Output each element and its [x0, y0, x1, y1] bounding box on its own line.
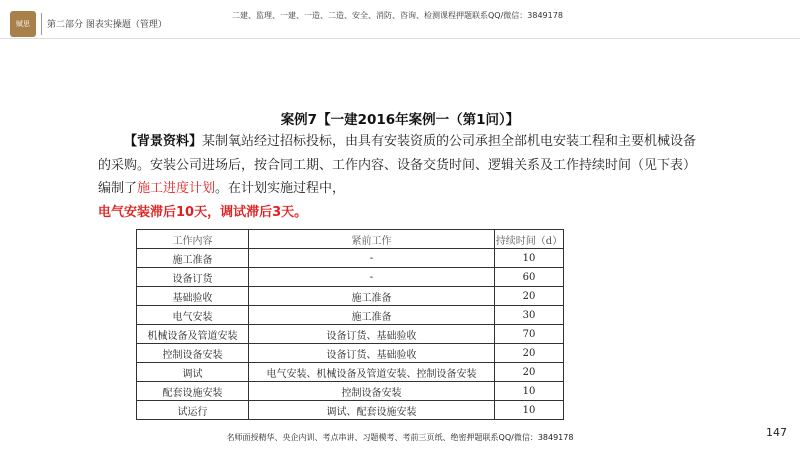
cell-duration: 20 [495, 344, 564, 363]
cell-duration: 70 [495, 325, 564, 344]
section-title: 第二部分 图表实操题（管理） [47, 20, 167, 30]
cell-predecessor: - [249, 249, 495, 268]
cell-predecessor: 设备订货、基础验收 [249, 344, 495, 363]
highlight-delay: 电气安装滞后10天，调试滞后3天。 [98, 204, 308, 220]
work-schedule-table [136, 229, 564, 420]
cell-predecessor: 电气安装、机械设备及管道安装、控制设备安装 [249, 363, 495, 382]
header-work-content: 工作内容 [137, 230, 249, 249]
cell-work: 电气安装 [137, 306, 249, 325]
page-number: 147 [766, 426, 787, 439]
header-rule [0, 38, 800, 39]
cell-predecessor: 施工准备 [249, 287, 495, 306]
cell-predecessor: 设备订货、基础验收 [249, 325, 495, 344]
cell-work: 配套设施安装 [137, 382, 249, 401]
header-divider [41, 13, 42, 35]
cell-work: 控制设备安装 [137, 344, 249, 363]
table-row [137, 287, 564, 306]
header-contact: 二建、监理、一建、一造、二造、安全、消防、咨询、检测课程押题联系QQ/微信：3849178 [232, 11, 563, 20]
table-row [137, 382, 564, 401]
header-bar [0, 0, 800, 38]
background-paragraph [98, 130, 698, 224]
background-text-2: 。在计划实施过程中， [215, 181, 346, 196]
background-label: 【背景资料】 [124, 134, 203, 149]
cell-work: 试运行 [137, 401, 249, 420]
highlight-schedule: 施工进度计划 [137, 181, 216, 196]
header-duration: 持续时间（d） [495, 230, 564, 249]
background-text-1: 某制氧站经过招标投标，由具有安装资质的公司承担全部机电安装工程和主要机械设备的采购。安装公司进场后，按合同工期、工作内容、设备交货时间、逻辑关系及工作持续时间（见下表）编制了 [98, 134, 697, 196]
cell-duration: 30 [495, 306, 564, 325]
cell-work: 设备订货 [137, 268, 249, 287]
table-row [137, 268, 564, 287]
table-row [137, 363, 564, 382]
table-row [137, 401, 564, 420]
cell-predecessor: 调试、配套设施安装 [249, 401, 495, 420]
header-predecessor: 紧前工作 [249, 230, 495, 249]
table-row [137, 344, 564, 363]
cell-duration: 10 [495, 382, 564, 401]
cell-work: 施工准备 [137, 249, 249, 268]
cell-predecessor: 施工准备 [249, 306, 495, 325]
table-row [137, 325, 564, 344]
logo: 赋思 [10, 11, 36, 37]
cell-work: 基础验收 [137, 287, 249, 306]
table-row [137, 306, 564, 325]
cell-work: 机械设备及管道安装 [137, 325, 249, 344]
cell-duration: 10 [495, 401, 564, 420]
cell-predecessor: - [249, 268, 495, 287]
cell-work: 调试 [137, 363, 249, 382]
table-header-row [137, 230, 564, 249]
cell-duration: 20 [495, 287, 564, 306]
cell-predecessor: 控制设备安装 [249, 382, 495, 401]
case-title: 案例7【一建2016年案例一（第1问）】 [280, 112, 520, 128]
cell-duration: 10 [495, 249, 564, 268]
table-row [137, 249, 564, 268]
cell-duration: 60 [495, 268, 564, 287]
cell-duration: 20 [495, 363, 564, 382]
footer-contact: 名师面授精华、央企内训、考点串讲、习题模考、考前三页纸、绝密押题联系QQ/微信：3849178 [226, 433, 574, 442]
